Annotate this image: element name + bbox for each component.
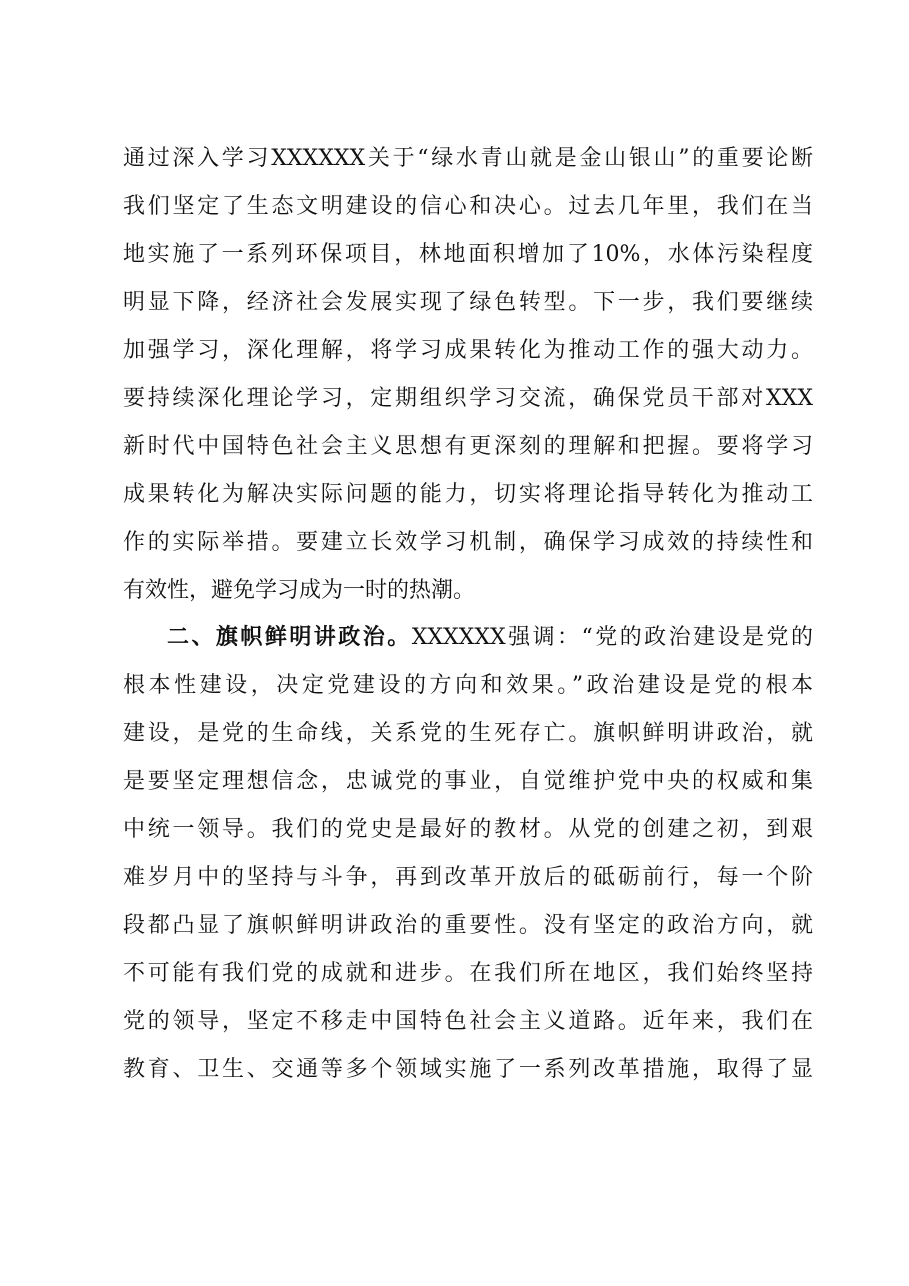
paragraph-1: [123, 135, 813, 615]
paragraph-1-line: 我们坚定了生态文明建设的信心和决心。过去几年里，我们在当: [123, 194, 813, 219]
paragraph-2-line: 建设，是党的生命线，关系党的生死存亡。旗帜鲜明讲政治，就: [123, 721, 813, 746]
paragraph-1-line: 新时代中国特色社会主义思想有更深刻的理解和把握。要将学习: [123, 434, 813, 459]
paragraph-2-line: 党的领导，坚定不移走中国特色社会主义道路。近年来，我们在: [123, 1009, 813, 1034]
paragraph-2-first-line-text: XXXXXX强调：“党的政治建设是党的: [411, 625, 813, 650]
paragraph-1-line: 加强学习，深化理解，将学习成果转化为推动工作的强大动力。: [123, 338, 813, 363]
paragraph-1-line: 有效性，避免学习成为一时的热潮。: [123, 578, 476, 603]
paragraph-2-line: 难岁月中的坚持与斗争，再到改革开放后的砥砺前行，每一个阶: [123, 865, 813, 890]
paragraph-2-line: 是要坚定理想信念，忠诚党的事业，自觉维护党中央的权威和集: [123, 769, 813, 794]
paragraph-2: [123, 614, 813, 1094]
paragraph-1-line: 要持续深化理论学习，定期组织学习交流，确保党员干部对XXX: [123, 386, 813, 411]
paragraph-1-line: 通过深入学习XXXXXX关于“绿水青山就是金山银山”的重要论断: [123, 146, 813, 171]
paragraph-1-line: 明显下降，经济社会发展实现了绿色转型。下一步，我们要继续: [123, 290, 813, 315]
paragraph-2-first-line: [123, 614, 813, 662]
paragraph-1-line: 作的实际举措。要建立长效学习机制，确保学习成效的持续性和: [123, 530, 813, 555]
section-heading: 二、旗帜鲜明讲政治。: [167, 625, 412, 650]
paragraph-1-line: 成果转化为解决实际问题的能力，切实将理论指导转化为推动工: [123, 482, 813, 507]
paragraph-2-line: 根本性建设，决定党建设的方向和效果。”政治建设是党的根本: [123, 673, 813, 698]
paragraph-2-line: 段都凸显了旗帜鲜明讲政治的重要性。没有坚定的政治方向，就: [123, 913, 813, 938]
paragraph-1-line: 地实施了一系列环保项目，林地面积增加了10%，水体污染程度: [123, 242, 813, 267]
paragraph-2-line: 中统一领导。我们的党史是最好的教材。从党的创建之初，到艰: [123, 817, 813, 842]
paragraph-2-line: 不可能有我们党的成就和进步。在我们所在地区，我们始终坚持: [123, 961, 813, 986]
paragraph-2-line: 教育、卫生、交通等多个领域实施了一系列改革措施，取得了显: [123, 1057, 813, 1082]
